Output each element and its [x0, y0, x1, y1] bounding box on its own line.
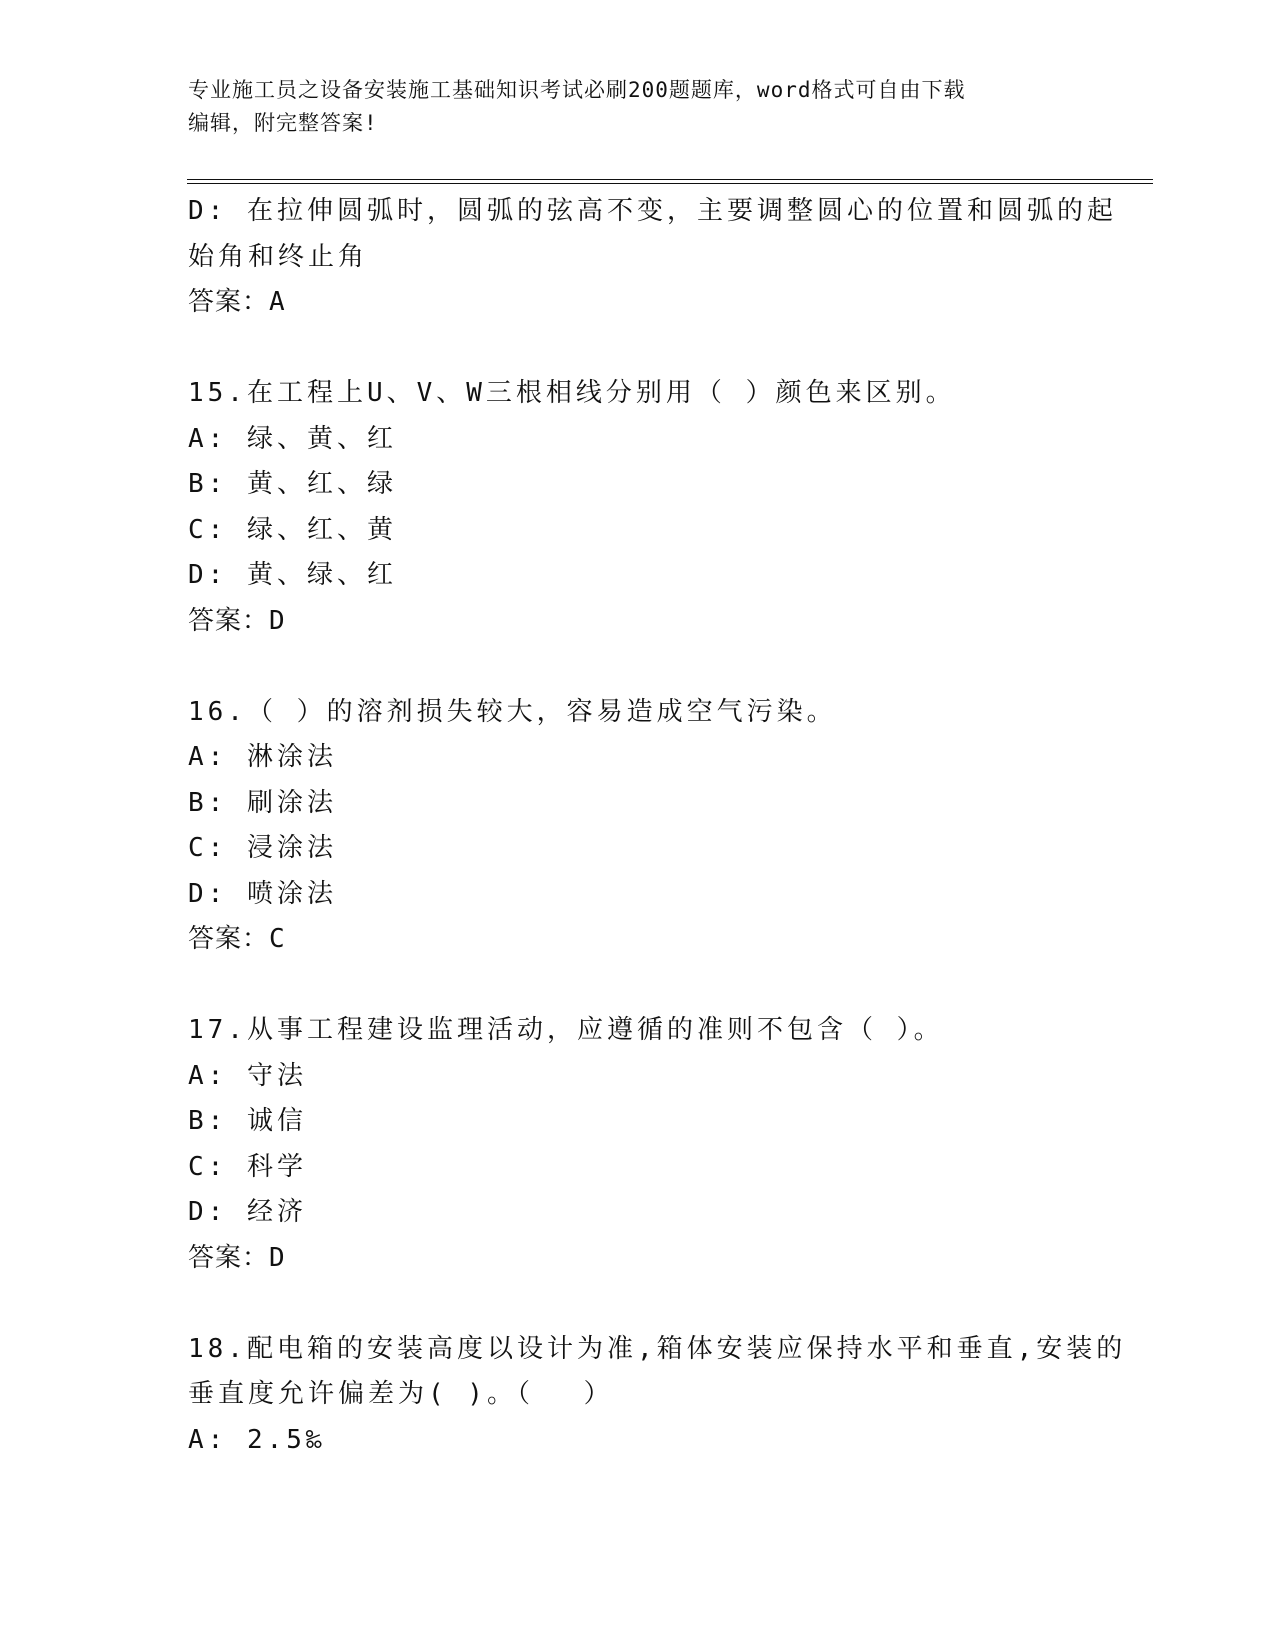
option-d: D: 喷涂法 [188, 878, 337, 909]
spacer [188, 1281, 1088, 1327]
spacer [188, 644, 1088, 690]
question-15 [188, 371, 1088, 644]
question-content [188, 189, 1127, 1463]
option-a: A: 淋涂法 [188, 742, 337, 772]
question-17 [188, 1008, 1088, 1281]
answer-label: 答案：D [188, 605, 286, 636]
question-stem-line-1: 18.配电箱的安装高度以设计为准,箱体安装应保持水平和垂直,安装的 [188, 1333, 1127, 1364]
header-title-line-1: 专业施工员之设备安装施工基础知识考试必刷200题题库，word格式可自由下载 [188, 78, 966, 102]
question-stem-line-2: 垂直度允许偏差为( )。（ ） [188, 1379, 614, 1409]
question-stem: 17.从事工程建设监理活动，应遵循的准则不包含（ ）。 [188, 1015, 944, 1045]
option-c: C: 绿、红、黄 [188, 514, 397, 545]
option-d-line-1: D: 在拉伸圆弧时，圆弧的弦高不变，主要调整圆心的位置和圆弧的起 [188, 196, 1117, 226]
question-16 [188, 690, 1088, 963]
header-title-line-2: 编辑，附完整答案! [188, 111, 378, 135]
option-b: B: 诚信 [188, 1106, 307, 1136]
document-header [188, 74, 1068, 140]
question-stem: 15.在工程上U、V、W三根相线分别用（ ）颜色来区别。 [188, 378, 956, 408]
option-a: A: 绿、黄、红 [188, 423, 397, 454]
option-c: C: 科学 [188, 1151, 307, 1182]
spacer [188, 963, 1088, 1009]
header-divider-top [187, 179, 1153, 180]
option-b: B: 黄、红、绿 [188, 469, 397, 499]
option-d: D: 黄、绿、红 [188, 560, 397, 590]
header-divider-bottom [187, 183, 1153, 184]
option-c: C: 浸涂法 [188, 833, 337, 863]
question-stem: 16.（ ）的溶剂损失较大，容易造成空气污染。 [188, 696, 837, 727]
option-b: B: 刷涂法 [188, 787, 337, 818]
option-a: A: 2.5‰ [188, 1424, 326, 1455]
answer-label: 答案：D [188, 1242, 286, 1273]
spacer [188, 326, 1088, 372]
option-a: A: 守法 [188, 1060, 307, 1091]
question-18 [188, 1327, 1127, 1464]
answer-label: 答案：C [188, 924, 286, 954]
answer-label: 答案：A [188, 287, 286, 317]
option-d: D: 经济 [188, 1197, 307, 1227]
option-d-line-2: 始角和终止角 [188, 241, 369, 272]
question-14-continuation [188, 189, 1117, 326]
